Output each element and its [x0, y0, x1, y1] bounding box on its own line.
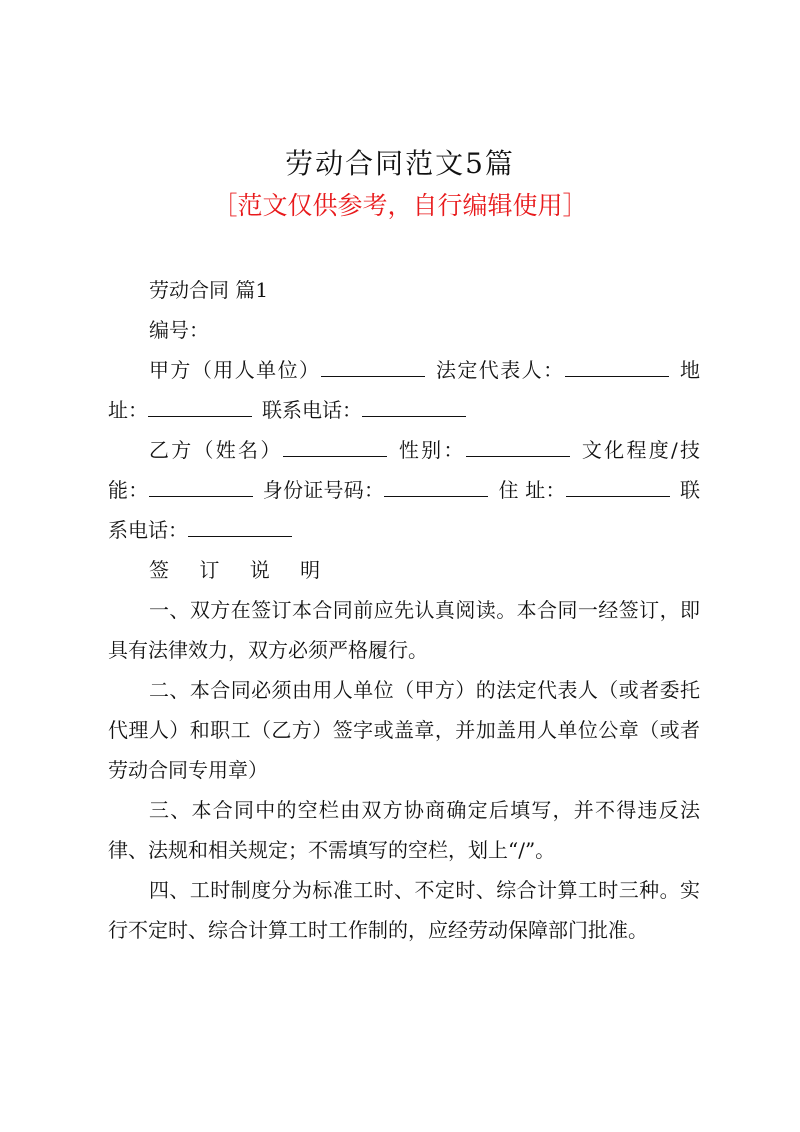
party-b-label: 乙方（姓名）	[149, 438, 283, 462]
document-subtitle: ［范文仅供参考，自行编辑使用］	[212, 191, 588, 220]
residence-label: 住 址：	[498, 478, 566, 502]
phone-label: 联系电话：	[262, 398, 362, 422]
address-blank[interactable]	[148, 394, 252, 417]
note-item: 一、双方在签订本合同前应先认真阅读。本合同一经签订，即具有法律效力，双方必须严格履行。	[108, 598, 700, 662]
note-item: 三、本合同中的空栏由双方协商确定后填写，并不得违反法律、法规和相关规定；不需填写的空栏，划上“/”。	[108, 798, 700, 862]
party-a-label: 甲方（用人单位）	[149, 358, 321, 382]
id-label: 身份证号码：	[262, 478, 385, 502]
legal-rep-blank[interactable]	[565, 354, 669, 377]
number-label: 编号：	[149, 318, 209, 342]
party-b-info	[108, 430, 700, 550]
phone-blank[interactable]	[362, 394, 466, 417]
legal-rep-label: 法定代表人：	[434, 358, 565, 382]
party-b-blank[interactable]	[283, 434, 387, 457]
gender-blank[interactable]	[466, 434, 570, 457]
contact-phone-blank[interactable]	[188, 514, 292, 537]
education-label: 文化程度/技能：	[108, 438, 700, 502]
notes-heading: 签 订 说 明	[149, 558, 333, 582]
address-label: 地址：	[108, 358, 700, 422]
document-body	[108, 270, 700, 950]
gender-label: 性别：	[396, 438, 466, 462]
contact-phone-label: 联系电话：	[108, 478, 701, 542]
education-blank[interactable]	[149, 474, 253, 497]
residence-blank[interactable]	[566, 474, 670, 497]
contract-number	[108, 310, 700, 350]
note-item: 四、工时制度分为标准工时、不定时、综合计算工时三种。实行不定时、综合计算工时工作制的，应经劳动保障部门批准。	[108, 878, 700, 942]
party-a-info	[108, 350, 700, 430]
document-title: 劳动合同范文5篇	[285, 147, 515, 180]
id-blank[interactable]	[384, 474, 488, 497]
party-a-blank[interactable]	[321, 354, 425, 377]
contract-heading: 劳动合同 篇1	[149, 278, 269, 302]
note-item: 二、本合同必须由用人单位（甲方）的法定代表人（或者委托代理人）和职工（乙方）签字或盖章，并加盖用人单位公章（或者劳动合同专用章）	[108, 678, 700, 782]
